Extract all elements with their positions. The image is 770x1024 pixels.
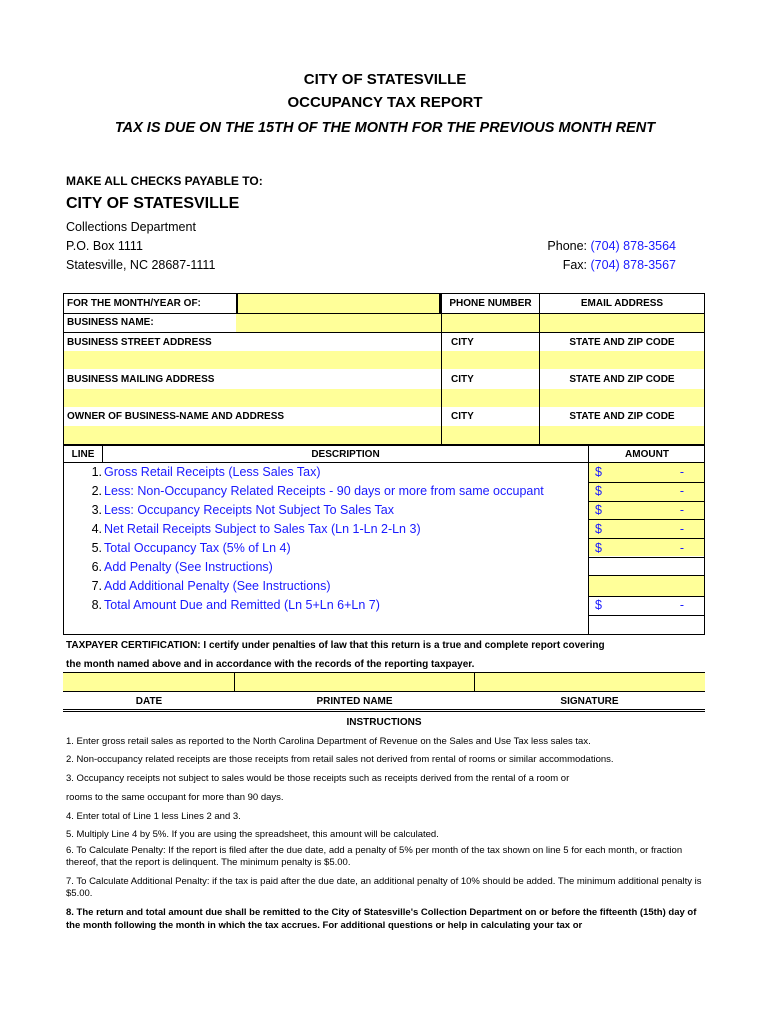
payee-po-box: P.O. Box 1111	[66, 239, 143, 253]
payee-city-state: Statesville, NC 28687-1111	[66, 258, 216, 272]
owner-address-label: OWNER OF BUSINESS-NAME AND ADDRESS	[67, 411, 285, 422]
certification-text-1: TAXPAYER CERTIFICATION: I certify under penalties of law that this return is a true and complete report covering	[66, 640, 605, 651]
amount-column-header: AMOUNT	[625, 449, 669, 460]
email-field[interactable]	[540, 314, 704, 332]
amount-divider	[588, 575, 705, 576]
grid-divider	[63, 332, 705, 333]
line-amount[interactable]	[588, 522, 704, 536]
grid-divider	[539, 293, 540, 445]
printed-name-label: PRINTED NAME	[316, 696, 393, 707]
month-year-field[interactable]	[236, 294, 441, 313]
due-notice: TAX IS DUE ON THE 15TH OF THE MONTH FOR THE PREVIOUS MONTH RENT	[114, 120, 656, 136]
payable-label: MAKE ALL CHECKS PAYABLE TO:	[66, 174, 263, 188]
email-header: EMAIL ADDRESS	[580, 298, 664, 309]
instruction-item: 1. Enter gross retail sales as reported to the North Carolina Department of Revenue on the Sales and Use Tax less sales tax.	[66, 736, 591, 747]
grid-divider	[63, 313, 705, 314]
amount-divider	[588, 596, 705, 597]
line-amount[interactable]	[588, 560, 704, 574]
city-header-3: CITY	[451, 411, 474, 422]
city-header-1: CITY	[451, 337, 474, 348]
dollar-sign: $	[595, 522, 602, 536]
amount-value: -	[679, 465, 684, 479]
city-header-2: CITY	[451, 374, 474, 385]
line-description: Add Additional Penalty (See Instructions)	[104, 579, 331, 593]
instruction-item-bold: 8. The return and total amount due shall be remitted to the City of Statesville's Collection Department on or before the fifteenth (15th) day of the month following the month in which the tax accrues. For additional questions or help in calculating your tax or	[66, 907, 697, 931]
city-field-1[interactable]	[442, 351, 539, 369]
city-field-2[interactable]	[442, 389, 539, 407]
line-amount[interactable]	[588, 484, 704, 498]
amount-value: -	[679, 598, 684, 612]
street-address-label: BUSINESS STREET ADDRESS	[67, 337, 212, 348]
separator-line	[63, 709, 705, 710]
line-amount[interactable]	[588, 598, 704, 612]
certification-text-2: the month named above and in accordance with the records of the reporting taxpayer.	[66, 659, 475, 670]
line-description: Total Occupancy Tax (5% of Ln 4)	[104, 541, 291, 555]
fax-line	[563, 258, 676, 272]
printed-name-field[interactable]	[235, 673, 474, 691]
line-amount[interactable]	[588, 579, 704, 593]
phone-label: Phone:	[547, 239, 588, 253]
payee-name: CITY OF STATESVILLE	[66, 195, 240, 212]
instructions-heading: INSTRUCTIONS	[346, 717, 422, 728]
line-amount[interactable]	[588, 465, 704, 479]
line-description: Gross Retail Receipts (Less Sales Tax)	[104, 465, 321, 479]
phone-number-field[interactable]	[442, 314, 539, 332]
state-zip-header-1: STATE AND ZIP CODE	[569, 337, 675, 348]
instruction-item: 2. Non-occupancy related receipts are those receipts from retail sales not derived from rental of rooms or similar accommodations.	[66, 754, 614, 765]
amount-divider	[588, 482, 705, 483]
line-amount[interactable]	[588, 503, 704, 517]
amount-divider	[588, 538, 705, 539]
dollar-sign: $	[595, 465, 602, 479]
line-number: 5.	[91, 541, 102, 555]
field-divider	[474, 672, 475, 692]
signature-label: SIGNATURE	[560, 696, 619, 707]
dollar-sign: $	[595, 503, 602, 517]
state-zip-header-2: STATE AND ZIP CODE	[569, 374, 675, 385]
dollar-sign: $	[595, 598, 602, 612]
line-description: Less: Non-Occupancy Related Receipts - 90 days or more from same occupant	[104, 484, 544, 498]
instruction-item: 5. Multiply Line 4 by 5%. If you are using the spreadsheet, this amount will be calculated.	[66, 829, 439, 840]
dollar-sign: $	[595, 484, 602, 498]
amount-divider	[588, 501, 705, 502]
line-description: Total Amount Due and Remitted (Ln 5+Ln 6+Ln 7)	[104, 598, 380, 612]
amount-value: -	[679, 484, 684, 498]
dollar-sign: $	[595, 541, 602, 555]
state-zip-field-1[interactable]	[540, 351, 704, 369]
line-number: 8.	[91, 598, 102, 612]
payee-department: Collections Department	[66, 220, 196, 234]
amount-value: -	[679, 503, 684, 517]
description-column-header: DESCRIPTION	[311, 449, 380, 460]
street-address-field[interactable]	[64, 351, 441, 369]
line-number: 3.	[91, 503, 102, 517]
business-name-field[interactable]	[236, 314, 441, 332]
amount-divider	[588, 557, 705, 558]
instruction-item: 4. Enter total of Line 1 less Lines 2 and 3.	[66, 811, 241, 822]
phone-number: (704) 878-3564	[590, 239, 676, 253]
amount-value: -	[679, 522, 684, 536]
fax-number: (704) 878-3567	[590, 258, 676, 272]
instruction-item: 3. Occupancy receipts not subject to sales would be those receipts such as receipts derived from the rental of a room or	[66, 773, 570, 784]
amount-divider	[588, 615, 705, 616]
line-number: 6.	[91, 560, 102, 574]
form-title: CITY OF STATESVILLE	[303, 71, 467, 88]
line-number: 2.	[91, 484, 102, 498]
line-amount[interactable]	[588, 541, 704, 555]
phone-number-header: PHONE NUMBER	[449, 298, 532, 309]
fax-label: Fax:	[562, 258, 588, 272]
instruction-item: rooms to the same occupant for more than 90 days.	[66, 792, 284, 803]
instruction-item: 7. To Calculate Additional Penalty: if the tax is paid after the due date, an additional penalty of 10% should be added. The minimum additional penalty is $5.00.	[66, 876, 702, 899]
date-field[interactable]	[64, 673, 234, 691]
state-zip-field-3[interactable]	[540, 426, 704, 444]
owner-address-field[interactable]	[64, 426, 441, 444]
separator-line	[63, 711, 705, 712]
line-number: 7.	[91, 579, 102, 593]
line-column-header: LINE	[71, 449, 95, 460]
form-subtitle: OCCUPANCY TAX REPORT	[287, 94, 483, 111]
phone-line	[547, 239, 676, 253]
amount-value: -	[679, 541, 684, 555]
mailing-address-label: BUSINESS MAILING ADDRESS	[67, 374, 215, 385]
line-number: 4.	[91, 522, 102, 536]
line-description: Add Penalty (See Instructions)	[104, 560, 273, 574]
mailing-address-field[interactable]	[64, 389, 441, 407]
city-field-3[interactable]	[442, 426, 539, 444]
state-zip-field-2[interactable]	[540, 389, 704, 407]
grid-divider	[441, 293, 442, 445]
line-description: Less: Occupancy Receipts Not Subject To Sales Tax	[104, 503, 394, 517]
business-name-label: BUSINESS NAME:	[67, 317, 154, 328]
date-label: DATE	[135, 696, 163, 707]
line-number: 1.	[91, 465, 102, 479]
amount-divider	[588, 519, 705, 520]
state-zip-header-3: STATE AND ZIP CODE	[569, 411, 675, 422]
field-divider	[234, 672, 235, 692]
month-year-label: FOR THE MONTH/YEAR OF:	[67, 298, 201, 309]
line-description: Net Retail Receipts Subject to Sales Tax (Ln 1-Ln 2-Ln 3)	[104, 522, 421, 536]
signature-field[interactable]	[475, 673, 704, 691]
instruction-item: 6. To Calculate Penalty: If the report is filed after the due date, add a penalty of 5% per month of the tax shown on line 5 for each month, or fraction thereof, that the report is delinquent. The minimum penalty is $5.00.	[66, 845, 683, 868]
